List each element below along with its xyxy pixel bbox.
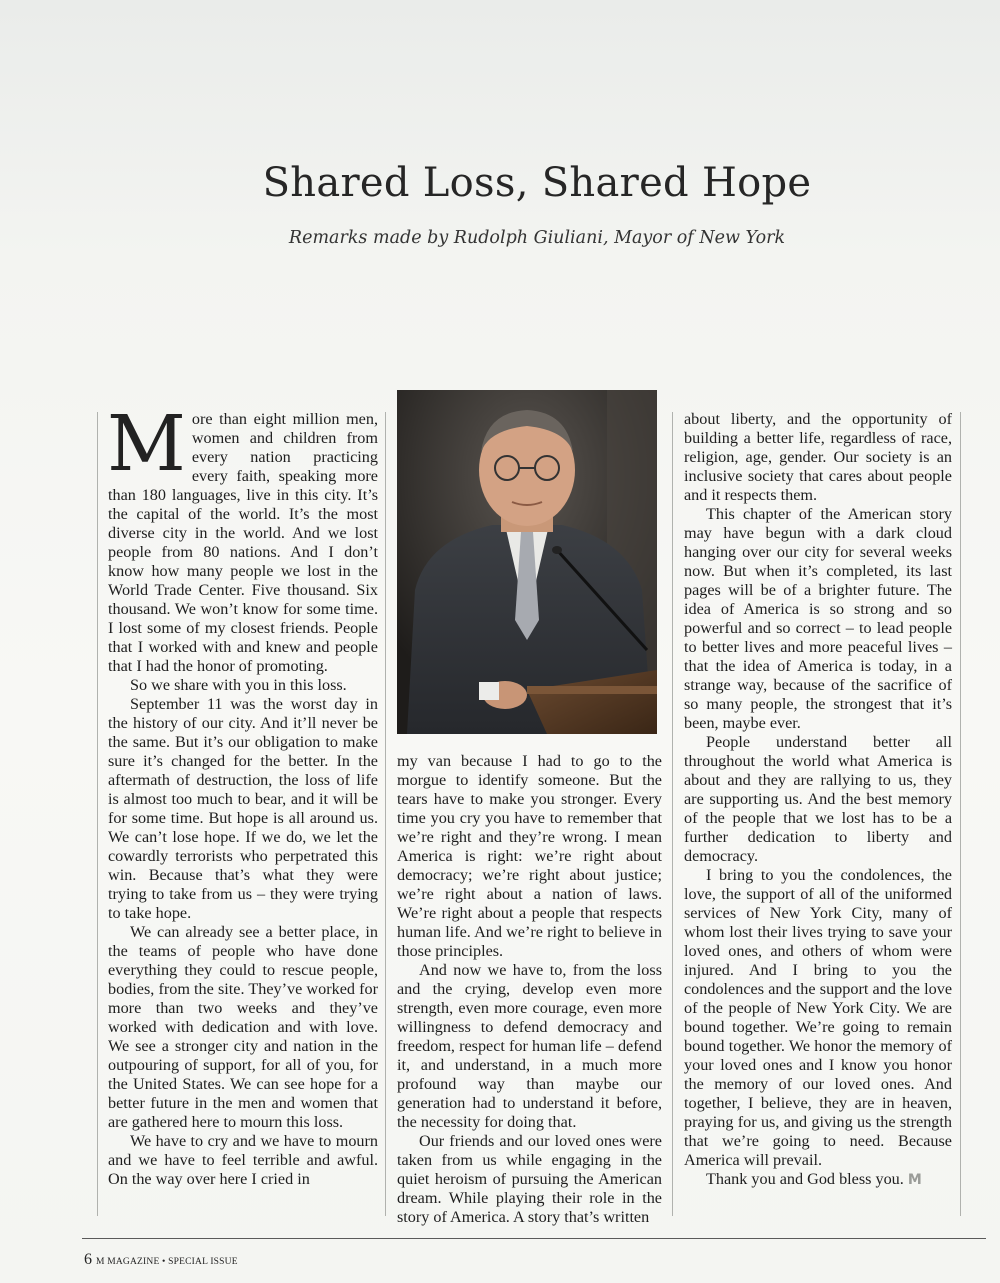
paragraph: So we share with you in this loss. [130,676,347,694]
column-rule [385,412,386,1216]
column-rule [672,412,673,1216]
paragraph: Our friends and our loved ones were taken from us while engaging in the quiet heroism of pursuing the American dream. While playing their role in the story of America. A story that’s written [397,1132,662,1226]
paragraph: More than eight million men, women and children from every nation practicing every faith, speaking more than 180 languages, live in this city. It’s the capital of the world. It’s the most diverse city in the world. And we lost people from 80 nations. And I don’t know how many people we lost in the World Trade Center. Five thousand. Six thousand. We won’t know for some time. I lost some of my closest friends. People that I worked with and knew and people that I had the honor of promoting. [107,400,378,675]
column-rule [960,412,961,1216]
page-footer [84,1251,238,1269]
paragraph: Thank you and God bless you. M [706,1170,922,1188]
article-column-2 [397,752,662,1227]
footer-rule [82,1238,986,1239]
end-mark-icon: M [907,1172,922,1188]
publication-name: M MAGAZINE • SPECIAL ISSUE [96,1257,238,1267]
article-column-3 [684,410,952,1190]
drop-cap: M [107,400,186,489]
paragraph: We can already see a better place, in the teams of people who have done everything they could to rescue people, bodies, from the site. They’ve worked for more than two weeks and they’ve worked with dedication and with love. We see a stronger city and nation in the outpouring of support, for all of you, for the United States. We can see hope for a better future in the men and women that are gathered here to mourn this loss. [108,923,378,1131]
paragraph: September 11 was the worst day in the history of our city. And it’ll never be the same. But it’s our obligation to make sure it’s changed for the better. In the aftermath of destruction, the loss of life is almost too much to bear, and it will be for some time. But hope is all around us. We can’t lose hope. If we do, we let the cowardly terrorists who perpetrated this win. Because that’s what they were trying to take from us – they were trying to take hope. [108,695,378,922]
speaker-at-podium-photo [397,390,657,734]
paragraph: I bring to you the condolences, the love, the support of all of the uniformed services of New York City, many of whom lost their lives trying to save your loved ones, and others of whom were injured. And I bring to you the condolences and the support and the love of the people of New York City. We are bound together. We’re going to remain bound together. We honor the memory of your loved ones and I know you honor the memory of our loved ones. And together, I believe, they are in heaven, praying for us, and giving us the strength that we’re going to need. Because America will prevail. [684,866,952,1169]
paragraph: We have to cry and we have to mourn and we have to feel terrible and awful. On the way over here I cried in [108,1132,378,1188]
paragraph: This chapter of the American story may have begun with a dark cloud hanging over our city for several weeks now. But when it’s completed, its last pages will be of a brighter future. The idea of America is so strong and so powerful and so correct – to lead people to better lives and more peaceful lives – that the idea of America is today, in a strange way, because of the sacrifice of so many people, the strongest that it’s been, maybe ever. [684,505,952,732]
page-number: 6 [84,1251,92,1268]
paragraph: about liberty, and the opportunity of building a better life, regardless of race, religion, age, gender. Our society is an inclusive society that cares about people and it respects them. [684,410,952,504]
paragraph: my van because I had to go to the morgue to identify someone. But the tears have to make you stronger. Every time you cry you have to remember that we’re right and they’re wrong. I mean America is right: we’re right about democracy; we’re right about justice; we’re right about a nation of laws. We’re right about a people that respects human life. And we’re right to believe in those principles. [397,752,662,960]
article-column-1 [107,400,378,1189]
article-subtitle: Remarks made by Rudolph Giuliani, Mayor of New York [288,228,786,248]
paragraph: People understand better all throughout the world what America is about and they are rallying to us, they are supporting us. And the best memory of the people that we lost has to be a further dedication to liberty and democracy. [684,733,952,865]
article-title: Shared Loss, Shared Hope [262,160,812,206]
paragraph: And now we have to, from the loss and the crying, develop even more strength, even more courage, even more willingness to defend democracy and freedom, respect for human life – defend it, and understand, in a much more profound way than maybe our generation had to understand it before, the necessity for doing that. [397,961,662,1131]
column-rule [97,412,98,1216]
